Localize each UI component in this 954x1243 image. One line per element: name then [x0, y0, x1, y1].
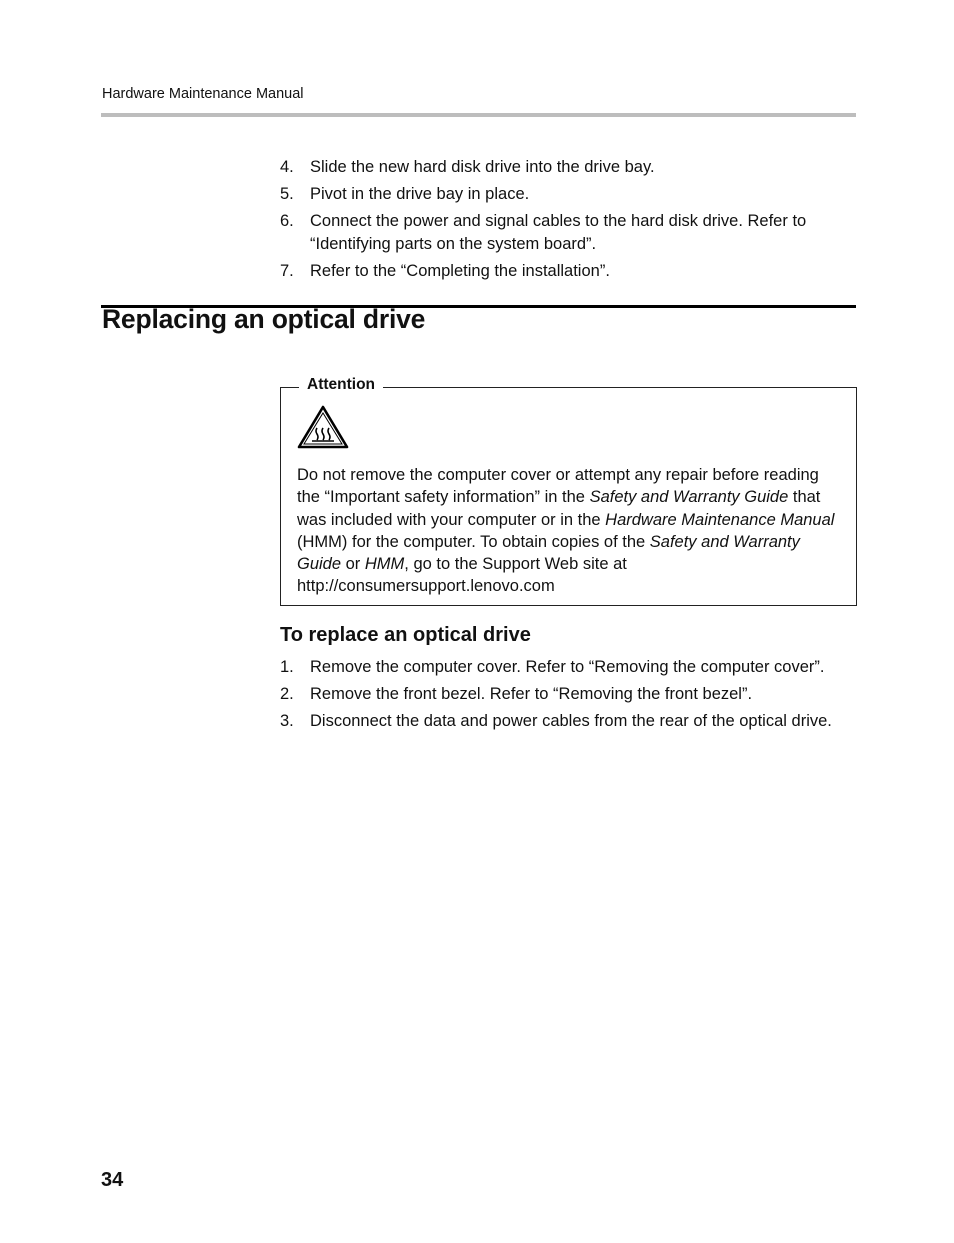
attention-text: Do not remove the computer cover or attempt any repair before reading the “Important safety information” in the Safety and Warranty Guide that was included with your computer or in the Hardware Maintenance Manual (HMM) for the computer. To obtain copies of the Safety and Warranty Guide or HMM, go to the Support Web site at http://consumersupport.lenovo.com — [297, 466, 835, 596]
section-title: Replacing an optical drive — [102, 304, 426, 334]
attention-notice — [280, 376, 857, 606]
step-text: Disconnect the data and power cables from the rear of the optical drive. — [310, 712, 832, 730]
steps-list-procedure — [280, 656, 860, 737]
list-item — [280, 156, 860, 179]
hot-surface-warning-icon — [297, 404, 349, 450]
step-text: Connect the power and signal cables to the hard disk drive. Refer to “Identifying parts on the system board”. — [310, 212, 807, 253]
step-number: 1. — [280, 658, 294, 676]
step-number: 2. — [280, 685, 294, 703]
list-item — [280, 183, 860, 206]
step-number: 6. — [280, 212, 294, 230]
list-item — [280, 210, 860, 255]
procedure-heading: To replace an optical drive — [280, 624, 531, 646]
list-item — [280, 710, 860, 733]
step-number: 7. — [280, 261, 294, 280]
step-text: Remove the computer cover. Refer to “Removing the computer cover”. — [310, 658, 825, 676]
step-text: Pivot in the drive bay in place. — [310, 185, 530, 203]
attention-label: Attention — [299, 376, 383, 394]
step-number: 4. — [280, 158, 294, 176]
header-divider — [101, 113, 856, 117]
list-item — [280, 683, 860, 706]
list-item — [280, 260, 860, 283]
list-item — [280, 656, 860, 679]
step-text: Slide the new hard disk drive into the drive bay. — [310, 158, 655, 176]
running-header: Hardware Maintenance Manual — [102, 86, 304, 102]
step-text: Refer to the “Completing the installation”. — [310, 261, 610, 280]
step-text: Remove the front bezel. Refer to “Removing the front bezel”. — [310, 685, 753, 703]
step-number: 5. — [280, 185, 294, 203]
step-number: 3. — [280, 712, 294, 730]
page-number: 34 — [101, 1169, 124, 1191]
steps-list-previous — [280, 156, 860, 287]
